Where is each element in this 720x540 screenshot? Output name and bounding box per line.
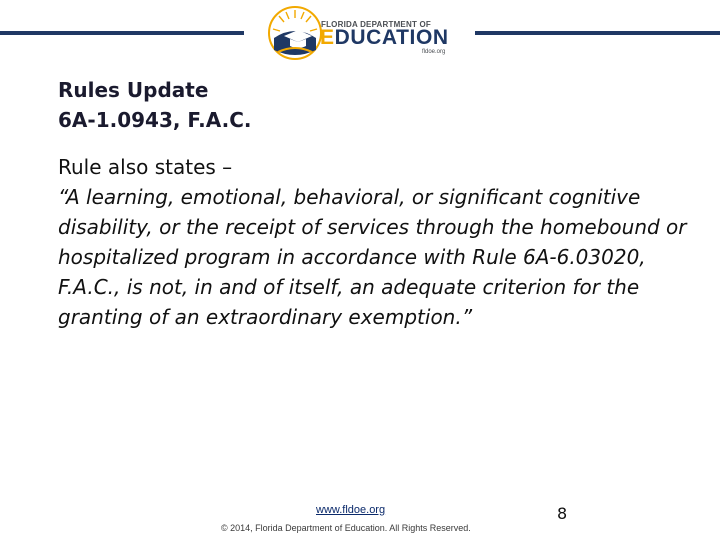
florida-doe-seal-icon	[268, 6, 322, 60]
logo-wordmark-rest: DUCATION	[334, 26, 449, 49]
logo-wordmark-initial: E	[320, 26, 335, 49]
slide-body	[58, 152, 698, 332]
footer-copyright: © 2014, Florida Department of Education. All Rights Reserved.	[221, 523, 471, 533]
slide-title	[58, 75, 251, 135]
slide-title-line-1: Rules Update	[58, 78, 209, 102]
rule-quote: “A learning, emotional, behavioral, or significant cognitive disability, or the receipt of services through the homebound or hospitalized program in accordance with Rule 6A-6.03020, F.A.C., is not, in and of itself, an adequate criterion for the granting of an extraordinary exemption.”	[58, 185, 687, 329]
header-rule-right	[475, 31, 720, 35]
header-rule-left	[0, 31, 244, 35]
fldoe-logo	[268, 6, 468, 62]
intro-text: Rule also states –	[58, 155, 233, 179]
logo-url: fldoe.org	[422, 49, 446, 55]
slide-title-line-2: 6A-1.0943, F.A.C.	[58, 108, 252, 132]
logo-org-line: FLORIDA DEPARTMENT OF	[321, 20, 431, 29]
page-number: 8	[557, 504, 568, 523]
logo-wordmark	[320, 26, 449, 50]
footer-website-link[interactable]: www.fldoe.org	[316, 504, 386, 516]
